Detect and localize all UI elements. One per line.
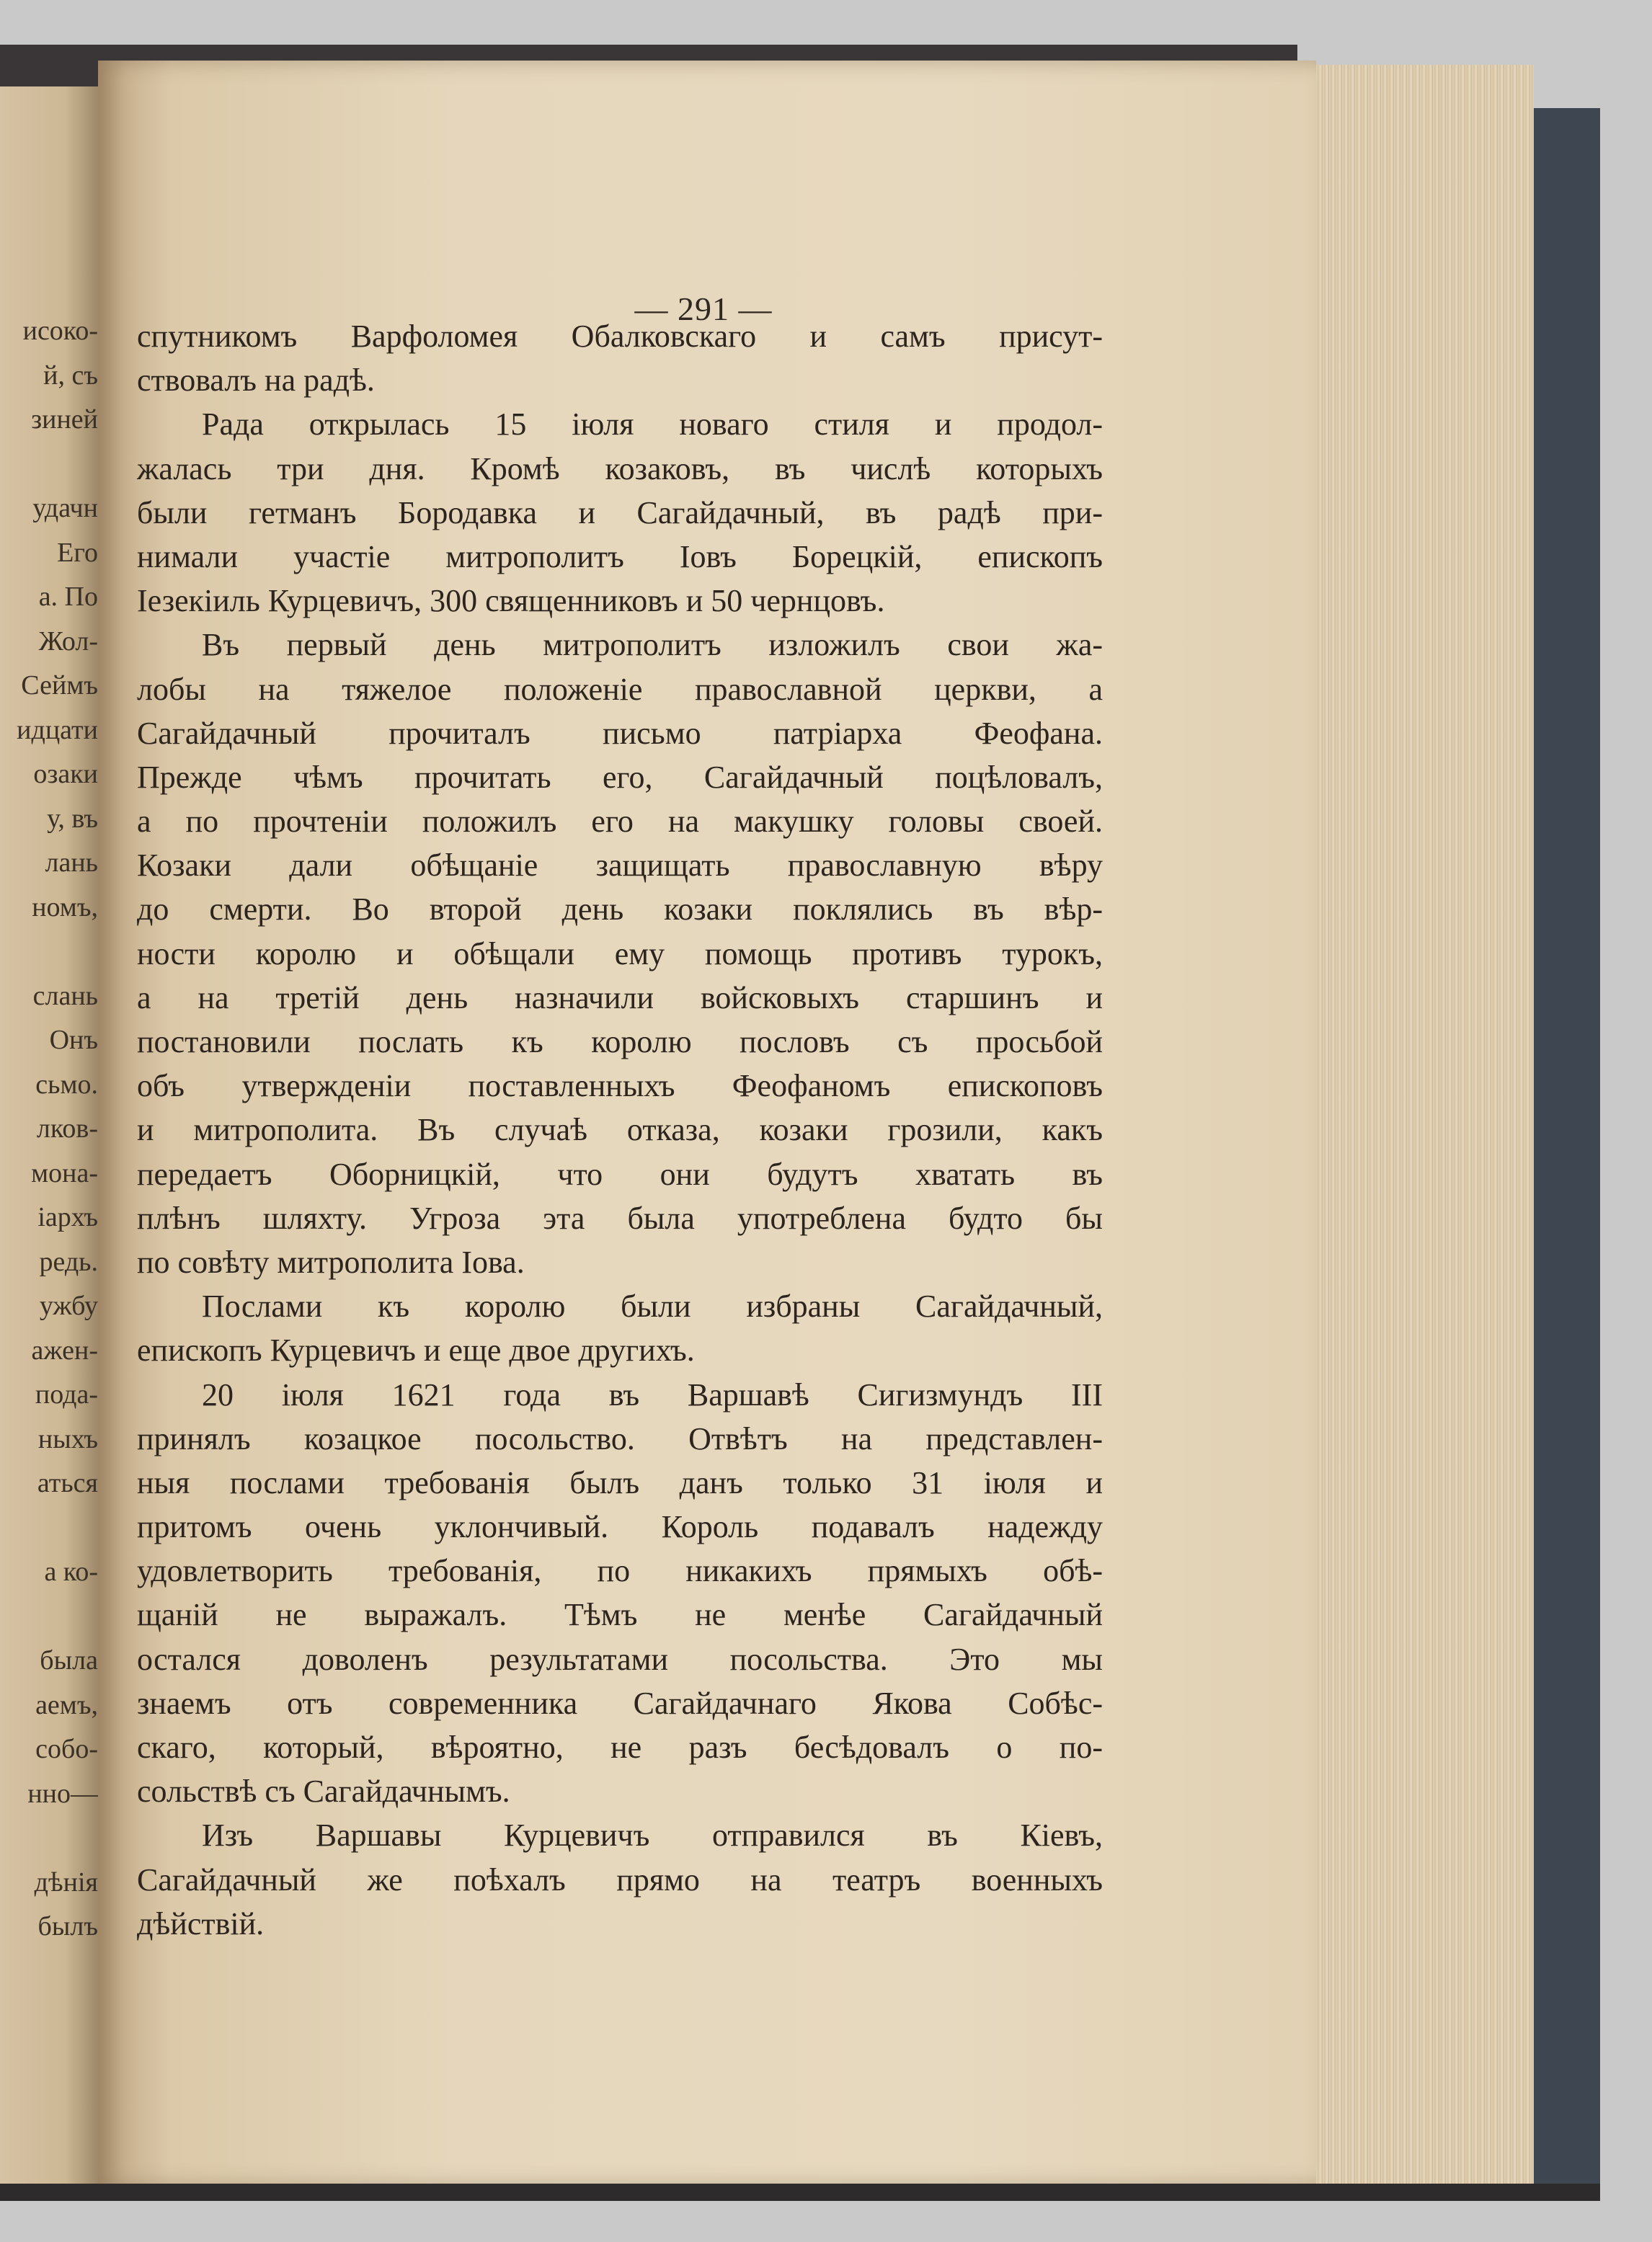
book-cover-right [1528, 108, 1600, 2198]
left-page-fragment: нно— [27, 1778, 98, 1809]
text-line: по совѣту митрополита Іова. [137, 1244, 525, 1280]
left-page-fragment: у, въ [47, 803, 98, 834]
text-line: Въ первый день митрополитъ изложилъ свои жа- [202, 627, 1103, 663]
left-page-fragment: собо- [35, 1734, 98, 1764]
left-page-fragment: сьмо. [35, 1069, 98, 1100]
text-line: 20 іюля 1621 года въ Варшавѣ Сигизмундъ III [202, 1376, 1103, 1413]
text-line: щаній не выражалъ. Тѣмъ не менѣе Сагайдачный [137, 1597, 1103, 1633]
text-line: остался доволенъ результатами посольства. Это мы [137, 1641, 1103, 1677]
text-line: ствовалъ на радѣ. [137, 362, 375, 399]
left-page-fragment: а ко- [44, 1557, 98, 1587]
text-line: нимали участіе митрополитъ Іовъ Борецкій, епископъ [137, 538, 1103, 574]
text-line: Изъ Варшавы Курцевичъ отправился въ Кіевъ, [202, 1818, 1103, 1854]
left-page-fragment: Сеймъ [21, 670, 98, 700]
left-page-fragment: пода- [35, 1379, 98, 1410]
text-line: ныя послами требованія былъ данъ только 31 іюля и [137, 1464, 1103, 1500]
text-line: удовлетворить требованія, по никакихъ прямыхъ обѣ- [137, 1553, 1103, 1589]
text-line: Сагайдачный прочиталъ письмо патріарха Феофана. [137, 715, 1103, 751]
text-line: сольствѣ съ Сагайдачнымъ. [137, 1774, 510, 1810]
left-page-fragment: іархъ [37, 1202, 98, 1232]
left-page-fragment: дѣнія [34, 1867, 98, 1898]
left-page-fragment: идцати [17, 714, 98, 745]
text-line: Іезекіиль Курцевичъ, 300 священниковъ и 50 чернцовъ. [137, 583, 885, 619]
left-page-fragment: слань [32, 980, 98, 1011]
left-page-fragment: й, съ [43, 360, 98, 391]
text-line: лобы на тяжелое положеніе православной церкви, а [137, 671, 1103, 707]
text-line: объ утвержденіи поставленныхъ Феофаномъ епископовъ [137, 1068, 1103, 1104]
text-line: дѣйствій. [137, 1905, 265, 1941]
text-line: и митрополита. Въ случаѣ отказа, козаки грозили, какъ [137, 1112, 1103, 1148]
left-facing-page [0, 86, 108, 2191]
text-line: Послами къ королю были избраны Сагайдачный, [202, 1289, 1103, 1325]
left-page-fragment: былъ [37, 1911, 98, 1941]
text-line: Прежде чѣмъ прочитать его, Сагайдачный поцѣловалъ, [137, 759, 1103, 795]
left-page-fragment: лков- [36, 1113, 98, 1144]
left-page-fragment: удачн [32, 493, 98, 523]
text-line: скаго, который, вѣроятно, не разъ бесѣдовалъ о по- [137, 1730, 1103, 1765]
text-line: плѣнъ шляхту. Угроза эта была употреблена будто бы [137, 1200, 1103, 1236]
text-line: притомъ очень уклончивый. Король подавалъ надежду [137, 1509, 1103, 1545]
left-page-fragment: Его [57, 537, 98, 568]
left-page-fragment: зиней [31, 404, 98, 435]
text-line: ности королю и обѣщали ему помощь противъ турокъ, [137, 935, 1103, 971]
page-text [137, 314, 1103, 1946]
text-line: а на третій день назначили войсковыхъ старшинъ и [137, 979, 1103, 1015]
left-page-fragment: редь. [39, 1246, 98, 1277]
left-page-fragment: аемъ, [35, 1689, 98, 1720]
book-cover-bottom [0, 2184, 1600, 2201]
text-line: Рада открылась 15 іюля новаго стиля и продол- [202, 406, 1103, 442]
left-page-fragment: мона- [31, 1157, 98, 1188]
text-line: жалась три дня. Кромѣ козаковъ, въ числѣ которыхъ [137, 450, 1103, 486]
page-edges [1303, 65, 1534, 2191]
left-page-fragment: аться [37, 1468, 98, 1498]
text-line: принялъ козацкое посольство. Отвѣтъ на представлен- [137, 1420, 1103, 1456]
text-line: епископъ Курцевичъ и еще двое другихъ. [137, 1333, 695, 1369]
left-page-fragment: исоко- [22, 316, 98, 346]
left-page-fragment: номъ, [32, 891, 98, 922]
text-line: до смерти. Во второй день козаки поклялись въ вѣр- [137, 891, 1103, 928]
left-page-fragment: ужбу [39, 1291, 98, 1321]
left-page-fragment: ныхъ [37, 1423, 98, 1454]
left-page-fragment: ажен- [31, 1335, 98, 1366]
text-line: постановили послать къ королю пословъ съ просьбой [137, 1024, 1103, 1059]
left-page-fragment: Жол- [38, 626, 98, 657]
text-line: знаемъ отъ современника Сагайдачнаго Якова Собѣс- [137, 1685, 1103, 1721]
left-page-fragment: Онъ [49, 1025, 98, 1055]
left-page-fragment: озаки [33, 759, 98, 789]
text-line: спутникомъ Варфоломея Обалковскаго и самъ присут- [137, 319, 1103, 354]
left-page-fragment: была [40, 1645, 98, 1676]
text-line: Сагайдачный же поѣхалъ прямо на театръ военныхъ [137, 1861, 1103, 1898]
text-line: были гетманъ Бородавка и Сагайдачный, въ радѣ при- [137, 494, 1103, 530]
left-page-fragment: лань [45, 848, 98, 878]
left-page-fragment: а. По [38, 582, 98, 612]
text-line: передаетъ Оборницкій, что они будутъ хватать въ [137, 1156, 1103, 1192]
text-line: а по прочтеніи положилъ его на макушку головы своей. [137, 804, 1103, 840]
text-line: Козаки дали обѣщаніе защищать православную вѣру [137, 848, 1103, 884]
page-number: — 291 — [634, 290, 773, 327]
